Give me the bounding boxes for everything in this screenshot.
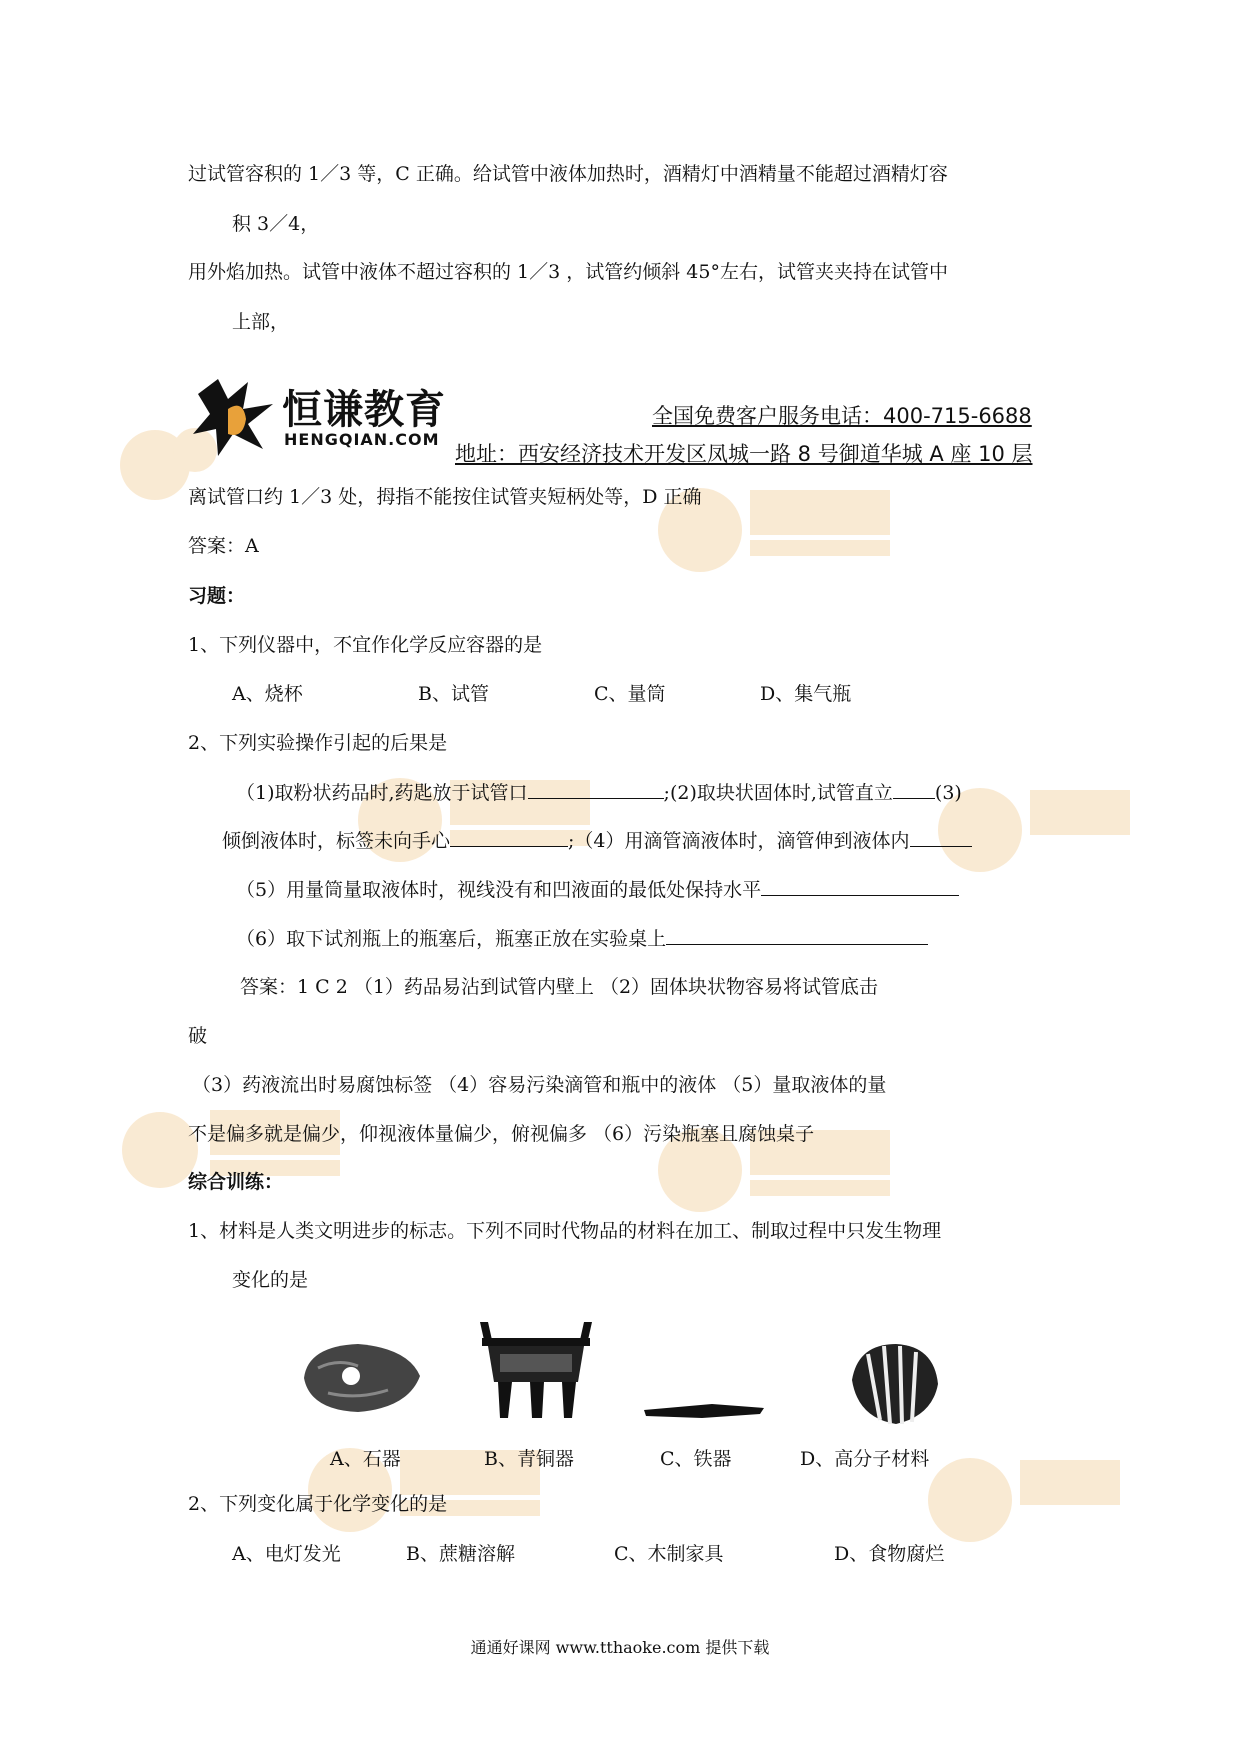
body-line: 积 3／4， (232, 213, 320, 235)
answer-blank (910, 828, 972, 847)
option: B、蔗糖溶解 (406, 1543, 515, 1565)
fill-in-line (236, 926, 928, 951)
answer-line: （3）药液流出时易腐蚀标签 （4）容易污染滴管和瓶中的液体 （5）量取液体的量 (192, 1074, 887, 1096)
option: B、试管 (418, 683, 489, 705)
fill-in-line (222, 828, 972, 853)
option: A、电灯发光 (232, 1543, 341, 1565)
body-line: 离试管口约 1／3 处，拇指不能按住试管夹短柄处等，D 正确 (188, 486, 702, 508)
answer-line: 不是偏多就是偏少，仰视液体量偏少，俯视偏多 （6）污染瓶塞且腐蚀桌子 (188, 1123, 815, 1145)
answer-blank (761, 877, 959, 896)
answer-line: 答案：1 C 2 （1）药品易沾到试管内壁上 （2）固体块状物容易将试管底击 (240, 976, 879, 998)
body-line: 上部， (232, 311, 290, 333)
bronze-vessel-image (474, 1316, 598, 1422)
question: 2、下列变化属于化学变化的是 (188, 1493, 448, 1515)
brand-domain: HENGQIAN.COM (284, 430, 440, 449)
question: 1、材料是人类文明进步的标志。下列不同时代物品的材料在加工、制取过程中只发生物理 (188, 1220, 942, 1242)
fill-in-line (236, 780, 962, 805)
option: D、高分子材料 (800, 1448, 930, 1470)
option: C、铁器 (660, 1448, 732, 1470)
watermark-logo (350, 760, 600, 870)
question: 变化的是 (232, 1269, 309, 1291)
section-heading: 习题： (188, 585, 246, 607)
fill-text: (3) (934, 782, 962, 804)
fill-in-line (236, 877, 959, 902)
answer-line: 破 (188, 1025, 208, 1047)
fill-text: ;(2)取块状固体时,试管直立 (663, 782, 893, 804)
option: A、石器 (330, 1448, 401, 1470)
hotline: 全国免费客户服务电话：400-715-6688 (652, 404, 1032, 428)
option: A、烧杯 (232, 683, 303, 705)
fill-text: 倾倒液体时，标签未向手心 (222, 830, 451, 852)
question: 2、下列实验操作引起的后果是 (188, 732, 448, 754)
option: D、集气瓶 (760, 683, 852, 705)
question: 1、下列仪器中，不宜作化学反应容器的是 (188, 634, 543, 656)
fill-text: （5）用量筒量取液体时，视线没有和凹液面的最低处保持水平 (236, 879, 762, 901)
answer-line: 答案：A (188, 535, 259, 557)
page-footer: 通通好课网 www.tthaoke.com 提供下载 (470, 1638, 770, 1657)
answer-blank (528, 780, 664, 799)
answer-blank (893, 780, 935, 799)
fill-text: ;（4）用滴管滴液体时，滴管伸到液体内 (568, 830, 910, 852)
stone-tool-image (298, 1338, 424, 1416)
fill-text: （1)取粉状药品时,药匙放于试管口 (236, 782, 528, 804)
brand-logo-icon (188, 374, 288, 458)
watermark-logo (920, 1440, 1120, 1550)
fill-text: （6）取下试剂瓶上的瓶塞后，瓶塞正放在实验桌上 (236, 928, 667, 950)
section-heading: 综合训练： (188, 1171, 284, 1193)
answer-blank (450, 828, 568, 847)
brand-name: 恒谦教育 (282, 387, 446, 433)
body-line: 过试管容积的 1／3 等，C 正确。给试管中液体加热时，酒精灯中酒精量不能超过酒精灯容 (188, 163, 948, 185)
polymer-material-image (848, 1340, 942, 1426)
option: D、食物腐烂 (834, 1543, 945, 1565)
iron-tool-image (642, 1398, 766, 1420)
option: C、木制家具 (614, 1543, 724, 1565)
option: B、青铜器 (484, 1448, 574, 1470)
option: C、量筒 (594, 683, 666, 705)
answer-blank (666, 926, 928, 945)
address: 地址：西安经济技术开发区凤城一路 8 号御道华城 A 座 10 层 (455, 442, 1033, 466)
body-line: 用外焰加热。试管中液体不超过容积的 1／3 ，试管约倾斜 45°左右，试管夹夹持在试管中 (188, 261, 948, 283)
